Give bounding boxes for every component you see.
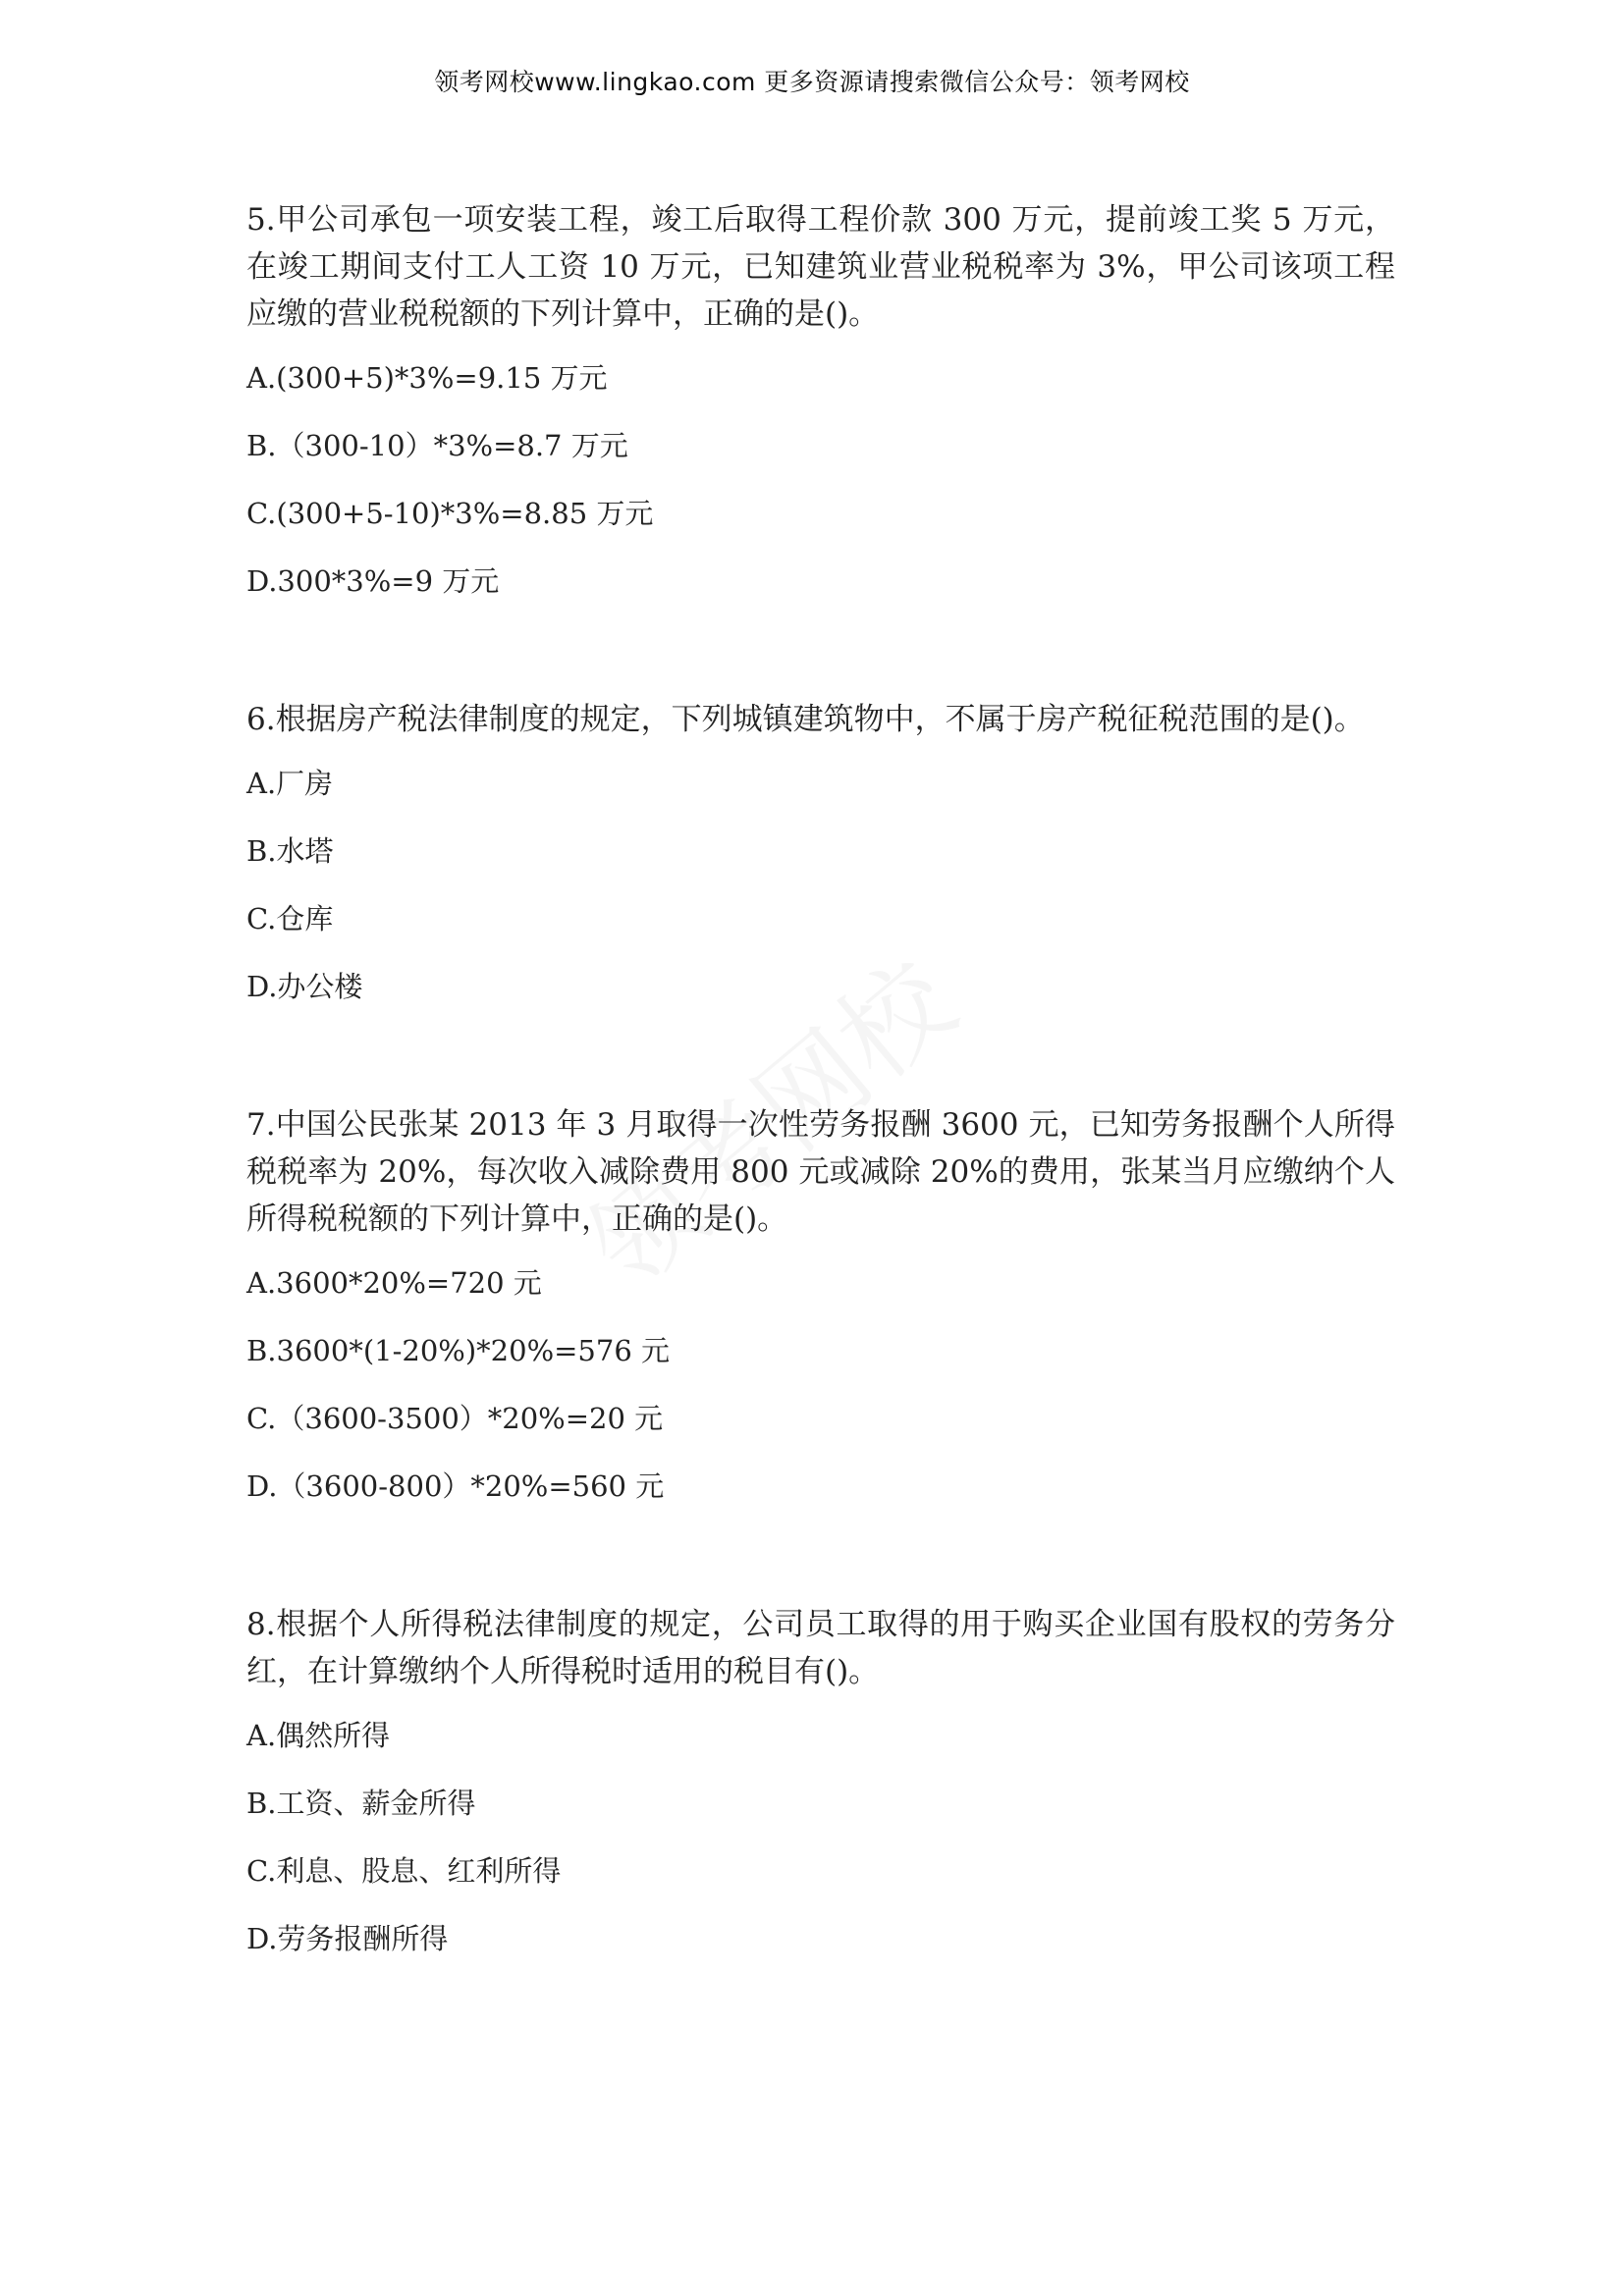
option-a: A.(300+5)*3%=9.15 万元 <box>246 361 608 395</box>
option-a: A.偶然所得 <box>246 1719 391 1752</box>
option-b: B.工资、薪金所得 <box>246 1787 476 1820</box>
question-stem: 5.甲公司承包一项安装工程，竣工后取得工程价款 300 万元，提前竣工奖 5 万元，在竣工期间支付工人工资 10 万元，已知建筑业营业税税率为 3%，甲公司该项工程应缴的营业税税额的下列计算中，正确的是()。 <box>246 202 1395 332</box>
option-c: C.利息、股息、红利所得 <box>246 1854 562 1888</box>
option-b: B.3600*(1-20%)*20%=576 元 <box>246 1334 670 1367</box>
option-a: A.厂房 <box>246 767 334 800</box>
question-stem: 8.根据个人所得税法律制度的规定，公司员工取得的用于购买企业国有股权的劳务分红，在计算缴纳个人所得税时适用的税目有()。 <box>246 1607 1395 1689</box>
option-a: A.3600*20%=720 元 <box>246 1266 542 1300</box>
option-c: C.仓库 <box>246 902 334 935</box>
option-d: D.劳务报酬所得 <box>246 1922 449 1955</box>
question-8 <box>246 1601 1395 1957</box>
option-d: D.办公楼 <box>246 970 363 1003</box>
question-5 <box>246 196 1395 600</box>
option-c: C.(300+5-10)*3%=8.85 万元 <box>246 497 654 530</box>
option-b: B.水塔 <box>246 834 334 868</box>
document-body <box>246 196 1395 2054</box>
question-7 <box>246 1101 1395 1505</box>
question-6 <box>246 696 1395 1005</box>
option-c: C.（3600-3500）*20%=20 元 <box>246 1402 664 1435</box>
page-header: 领考网校www.lingkao.com 更多资源请搜索微信公众号：领考网校 <box>434 68 1190 96</box>
option-d: D.（3600-800）*20%=560 元 <box>246 1469 665 1503</box>
question-stem: 6.根据房产税法律制度的规定，下列城镇建筑物中，不属于房产税征税范围的是()。 <box>246 702 1365 737</box>
option-d: D.300*3%=9 万元 <box>246 564 500 598</box>
option-b: B.（300-10）*3%=8.7 万元 <box>246 429 628 462</box>
question-stem: 7.中国公民张某 2013 年 3 月取得一次性劳务报酬 3600 元，已知劳务报酬个人所得税税率为 20%，每次收入减除费用 800 元或减除 20%的费用，张某当月应缴纳个人所得税税额的下列计算中，正确的是()。 <box>246 1107 1395 1237</box>
